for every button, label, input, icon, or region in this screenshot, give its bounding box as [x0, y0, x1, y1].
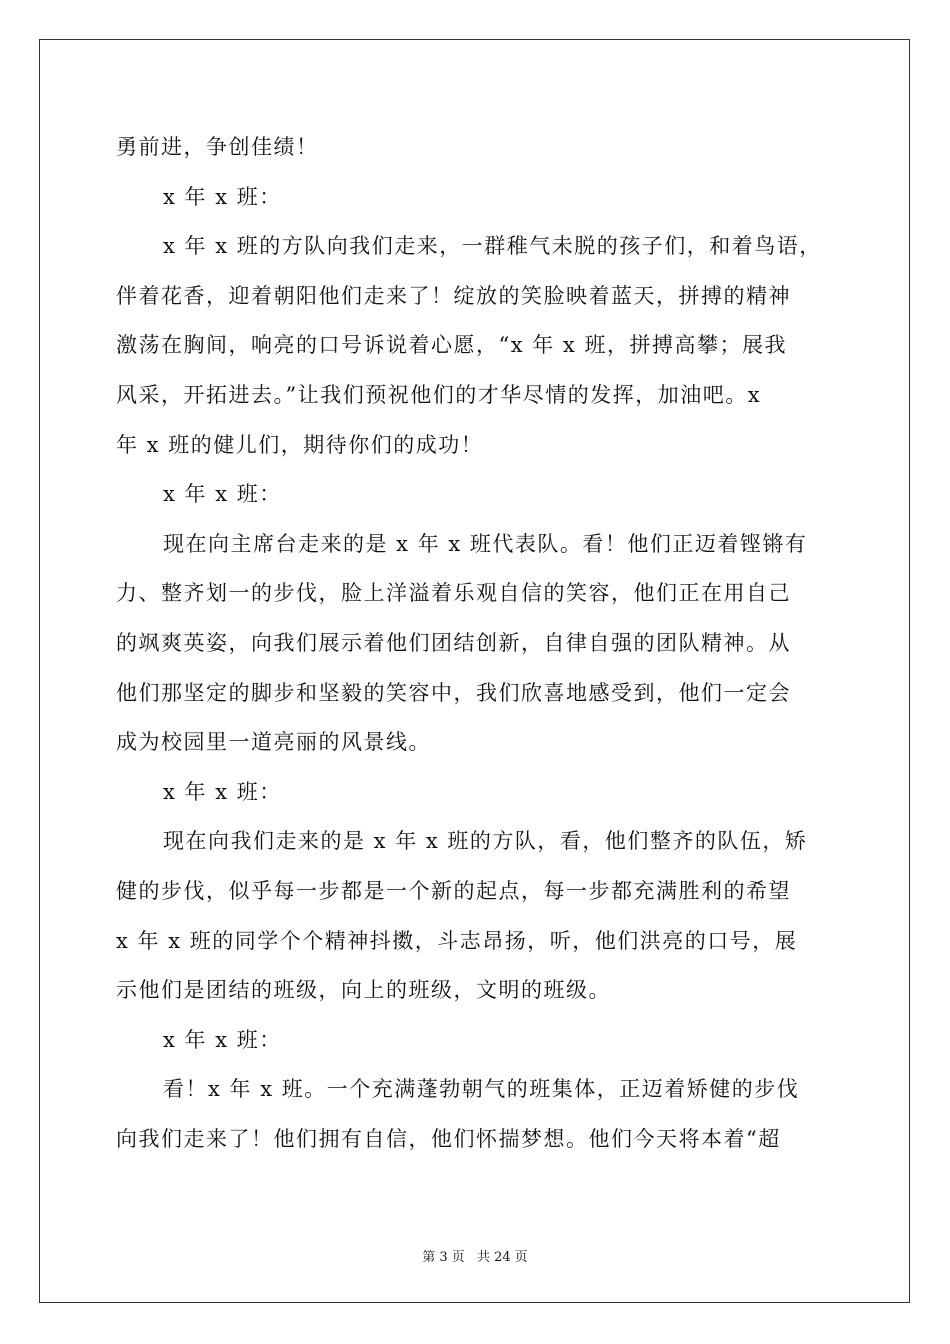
text-line: 成为校园里一道亮丽的风景线。	[116, 730, 431, 755]
text-line: 伴着花香，迎着朝阳他们走来了！绽放的笑脸映着蓝天，拼搏的精神	[116, 283, 791, 308]
text-line: 激荡在胸间，响亮的口号诉说着心愿，“x 年 x 班，拼搏高攀；展我	[116, 333, 787, 358]
text-line: 现在向主席台走来的是 x 年 x 班代表队。看！他们正迈着铿锵有	[163, 531, 808, 556]
text-line: 风采，开拓进去。”让我们预祝他们的才华尽情的发挥，加油吧。x	[116, 382, 762, 407]
text-line: x 年 x 班：	[163, 184, 282, 209]
text-line: 现在向我们走来的是 x 年 x 班的方队，看，他们整齐的队伍，矫	[163, 829, 808, 854]
page-number: 第 3 页	[422, 1250, 465, 1265]
text-line: 看！x 年 x 班。一个充满蓬勃朝气的班集体，正迈着矫健的步伐	[163, 1077, 800, 1102]
text-line: x 年 x 班：	[163, 779, 282, 804]
text-line: x 年 x 班的方队向我们走来，一群稚气未脱的孩子们，和着鸟语，	[163, 234, 822, 259]
page-footer	[0, 1246, 950, 1265]
text-line: x 年 x 班的同学个个精神抖擞，斗志昂扬，听，他们洪亮的口号，展	[116, 928, 798, 953]
text-line: x 年 x 班：	[163, 482, 282, 507]
text-line: 的飒爽英姿，向我们展示着他们团结创新，自律自强的团队精神。从	[116, 630, 791, 655]
text-line: 力、整齐划一的步伐，脸上洋溢着乐观自信的笑容，他们正在用自己	[116, 581, 791, 606]
text-line: 健的步伐，似乎每一步都是一个新的起点，每一步都充满胜利的希望	[116, 878, 791, 903]
page-total: 共 24 页	[476, 1250, 528, 1265]
text-line: 向我们走来了！他们拥有自信，他们怀揣梦想。他们今天将本着“超	[116, 1126, 781, 1151]
document-body	[116, 123, 834, 1164]
text-line: 勇前进，争创佳绩！	[116, 135, 319, 159]
text-line: 年 x 班的健儿们，期待你们的成功！	[116, 432, 484, 457]
text-line: 他们那坚定的脚步和坚毅的笑容中，我们欣喜地感受到，他们一定会	[116, 680, 791, 705]
text-line: x 年 x 班：	[163, 1027, 282, 1052]
text-line: 示他们是团结的班级，向上的班级，文明的班级。	[116, 978, 611, 1003]
